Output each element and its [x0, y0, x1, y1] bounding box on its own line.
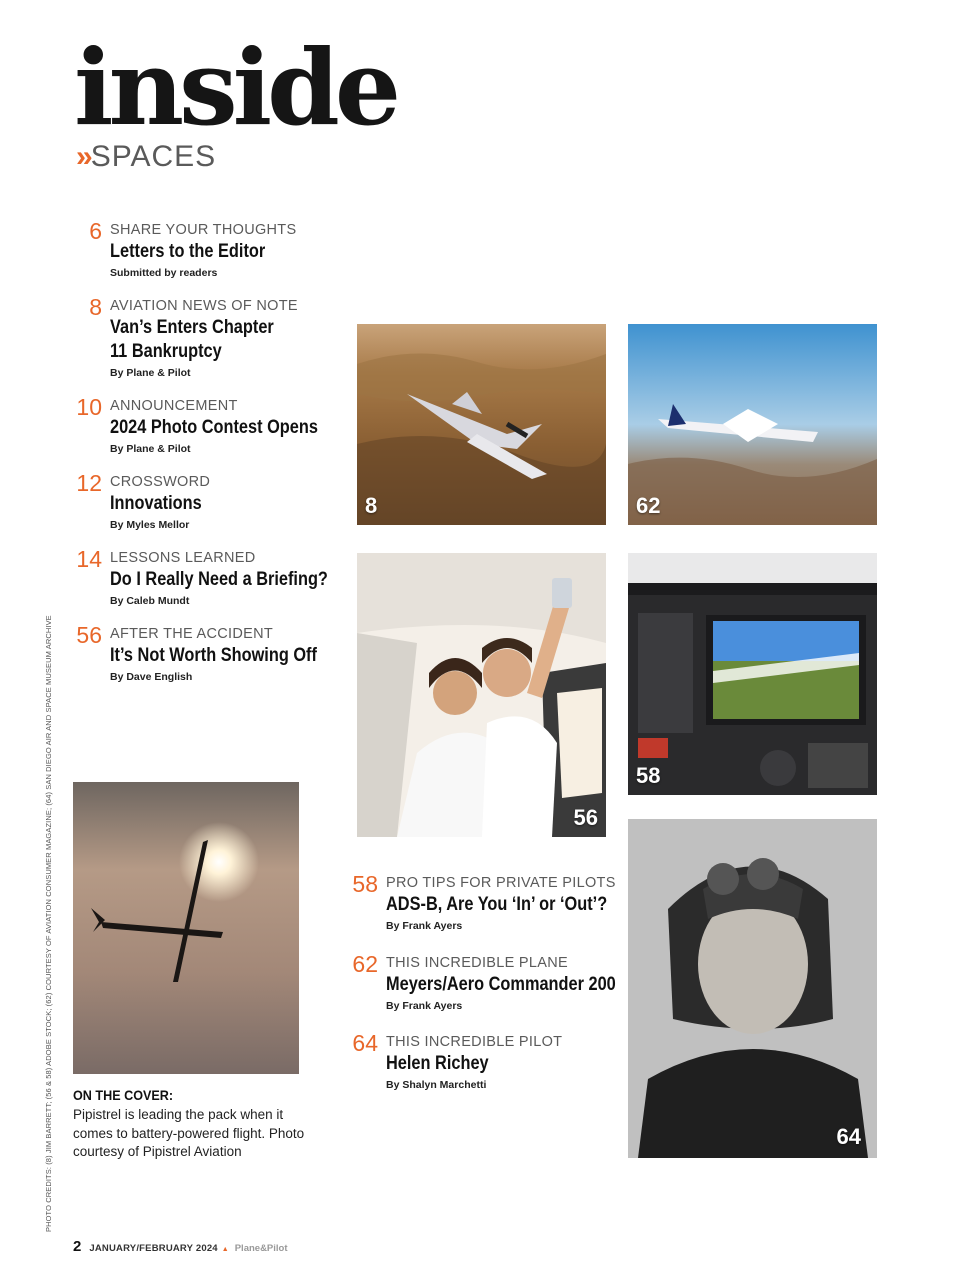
toc-page-number: 10 — [76, 394, 102, 420]
toc-title: Letters to the Editor — [110, 241, 266, 262]
photo-page-label: 64 — [836, 1124, 861, 1149]
photo-page-56[interactable] — [357, 553, 606, 837]
toc-kicker: PRO TIPS FOR PRIVATE PILOTS — [386, 875, 616, 891]
photo-page-62[interactable] — [628, 324, 877, 525]
triangle-icon: ▲ — [221, 1246, 229, 1253]
toc-page-number: 62 — [352, 951, 378, 977]
section-subtitle — [76, 140, 216, 174]
p51-mustang-over-mountains-photo — [357, 324, 606, 525]
toc-page-number: 12 — [76, 470, 102, 496]
photo-page-8[interactable] — [357, 324, 606, 525]
helen-richey-portrait-photo — [628, 819, 877, 1158]
toc-title: ADS-B, Are You ‘In’ or ‘Out’? — [386, 894, 608, 915]
toc-page-number: 6 — [89, 218, 102, 244]
page-footer — [73, 1238, 288, 1255]
toc-title: It’s Not Worth Showing Off — [110, 645, 317, 666]
toc-kicker: AVIATION NEWS OF NOTE — [110, 298, 298, 314]
toc-byline: By Caleb Mundt — [110, 595, 190, 607]
toc-kicker: LESSONS LEARNED — [110, 550, 256, 566]
toc-kicker: CROSSWORD — [110, 474, 211, 490]
couple-selfie-in-cockpit-photo — [357, 553, 606, 837]
toc-item-12[interactable] — [76, 470, 217, 531]
toc-title: Do I Really Need a Briefing? — [110, 569, 328, 590]
toc-item-56[interactable] — [76, 622, 351, 683]
toc-item-10[interactable] — [76, 394, 352, 455]
toc-byline: Submitted by readers — [110, 267, 218, 279]
toc-item-6[interactable] — [89, 218, 297, 279]
photo-credits: PHOTO CREDITS: (8) JIM BARRETT; (56 & 58) ADOBE STOCK; (62) COURTESY OF AVIATION CONSUMER MAGAZINE; (64) SAN DIEGO AIR AND SPACE MUSEUM ARCHIVE — [44, 615, 53, 1232]
footer-brand: Plane&Pilot — [234, 1243, 288, 1254]
toc-title: Innovations — [110, 493, 202, 514]
pipistrel-glider-sunset-photo — [73, 782, 299, 1074]
toc-title: Helen Richey — [386, 1053, 489, 1074]
toc-title: 2024 Photo Contest Opens — [110, 417, 318, 438]
toc-byline: By Plane & Pilot — [110, 443, 191, 455]
toc-item-14[interactable] — [76, 546, 363, 607]
toc-byline: By Shalyn Marchetti — [386, 1079, 487, 1091]
toc-kicker: THIS INCREDIBLE PLANE — [386, 955, 568, 971]
toc-page-number: 14 — [76, 546, 102, 572]
toc-item-62[interactable] — [352, 951, 653, 1012]
cover-photo[interactable] — [73, 782, 299, 1074]
toc-page-number: 56 — [76, 622, 102, 648]
toc-byline: By Plane & Pilot — [110, 367, 191, 379]
cover-description: Pipistrel is leading the pack when it comes to battery-powered flight. Photo courtesy of Pipistrel Aviation — [73, 1107, 305, 1159]
toc-page-number: 8 — [89, 294, 102, 320]
meyers-aero-commander-over-desert-photo — [628, 324, 877, 525]
toc-title: Van’s Enters Chapter 11 Bankruptcy — [110, 317, 274, 362]
toc-kicker: SHARE YOUR THOUGHTS — [110, 222, 297, 238]
photo-page-label: 56 — [573, 805, 598, 830]
toc-kicker: THIS INCREDIBLE PILOT — [386, 1034, 563, 1050]
cover-label: ON THE COVER: — [73, 1087, 174, 1103]
footer-page-number: 2 — [73, 1238, 82, 1255]
toc-page-number: 58 — [352, 871, 378, 897]
toc-byline: By Myles Mellor — [110, 519, 190, 531]
footer-issue-date: JANUARY/FEBRUARY 2024 — [89, 1243, 218, 1254]
toc-page-number: 64 — [352, 1030, 378, 1056]
toc-item-64[interactable] — [352, 1030, 563, 1091]
page-title: inside — [74, 26, 397, 149]
toc-kicker: AFTER THE ACCIDENT — [110, 626, 274, 642]
photo-page-label: 8 — [365, 493, 378, 518]
chevron-icon: » — [76, 140, 87, 173]
toc-byline: By Frank Ayers — [386, 920, 463, 932]
photo-page-label: 62 — [636, 493, 661, 518]
toc-byline: By Frank Ayers — [386, 1000, 463, 1012]
toc-byline: By Dave English — [110, 671, 193, 683]
toc-title: Meyers/Aero Commander 200 — [386, 974, 616, 995]
toc-item-58[interactable] — [352, 871, 643, 932]
photo-page-58[interactable] — [628, 553, 877, 795]
glass-cockpit-panel-photo — [628, 553, 877, 795]
section-subtitle-text: SPACES — [90, 140, 217, 173]
photo-page-label: 58 — [636, 763, 661, 788]
toc-kicker: ANNOUNCEMENT — [110, 398, 238, 414]
toc-item-8[interactable] — [89, 294, 300, 379]
photo-page-64[interactable] — [628, 819, 877, 1158]
